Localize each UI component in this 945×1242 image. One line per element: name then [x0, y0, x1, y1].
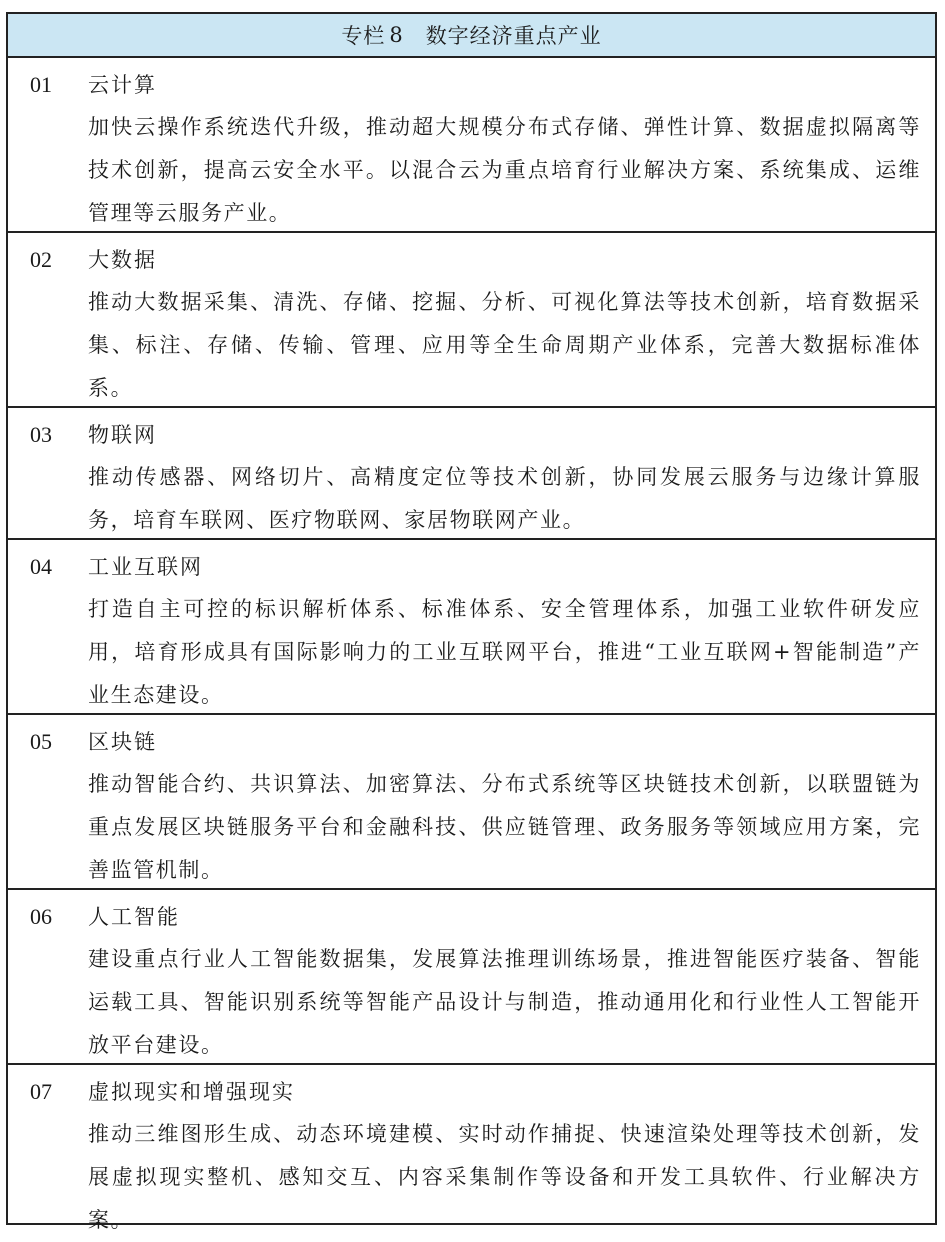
- section-text: 建设重点行业人工智能数据集，发展算法推理训练场景，推进智能医疗装备、智能运载工具、智能识别系统等智能产品设计与制造，推动通用化和行业性人工智能开放平台建设。: [88, 947, 921, 1057]
- section-vr-ar: [8, 1065, 935, 1240]
- section-cloud-computing: [8, 58, 935, 233]
- section-text: 推动大数据采集、清洗、存储、挖掘、分析、可视化算法等技术创新，培育数据采集、标注、存储、传输、管理、应用等全生命周期产业体系，完善大数据标准体系。: [88, 290, 921, 400]
- panel-header: [8, 14, 935, 58]
- section-text: 加快云操作系统迭代升级，推动超大规模分布式存储、弹性计算、数据虚拟隔离等技术创新，提高云安全水平。以混合云为重点培育行业解决方案、系统集成、运维管理等云服务产业。: [88, 115, 921, 225]
- section-number: 07: [30, 1079, 52, 1104]
- section-title: 虚拟现实和增强现实: [88, 1080, 295, 1104]
- column-panel: [6, 12, 937, 1232]
- section-industrial-internet: [8, 540, 935, 715]
- column-label: 专栏: [341, 24, 386, 48]
- section-title: 物联网: [88, 423, 157, 447]
- section-title: 区块链: [88, 730, 157, 754]
- section-iot: [8, 408, 935, 540]
- section-number: 06: [30, 904, 52, 929]
- section-title: 工业互联网: [88, 555, 203, 579]
- section-blockchain: [8, 715, 935, 890]
- section-title: 云计算: [88, 73, 157, 97]
- section-artificial-intelligence: [8, 890, 935, 1065]
- panel-title: 数字经济重点产业: [425, 24, 602, 48]
- section-text: 推动传感器、网络切片、高精度定位等技术创新，协同发展云服务与边缘计算服务，培育车联网、医疗物联网、家居物联网产业。: [88, 465, 921, 532]
- section-big-data: [8, 233, 935, 408]
- section-text: 推动三维图形生成、动态环境建模、实时动作捕捉、快速渲染处理等技术创新，发展虚拟现实整机、感知交互、内容采集制作等设备和开发工具软件、行业解决方案。: [88, 1122, 921, 1232]
- section-title: 人工智能: [88, 905, 180, 929]
- section-number: 04: [30, 554, 52, 579]
- section-text: 推动智能合约、共识算法、加密算法、分布式系统等区块链技术创新，以联盟链为重点发展区块链服务平台和金融科技、供应链管理、政务服务等领域应用方案，完善监管机制。: [88, 772, 921, 882]
- section-title: 大数据: [88, 248, 157, 272]
- section-number: 02: [30, 247, 52, 272]
- section-number: 03: [30, 422, 52, 447]
- column-number: 8: [389, 23, 404, 47]
- section-text: 打造自主可控的标识解析体系、标准体系、安全管理体系，加强工业软件研发应用，培育形成具有国际影响力的工业互联网平台，推进“工业互联网+智能制造”产业生态建设。: [88, 597, 921, 707]
- section-number: 01: [30, 72, 52, 97]
- section-number: 05: [30, 729, 52, 754]
